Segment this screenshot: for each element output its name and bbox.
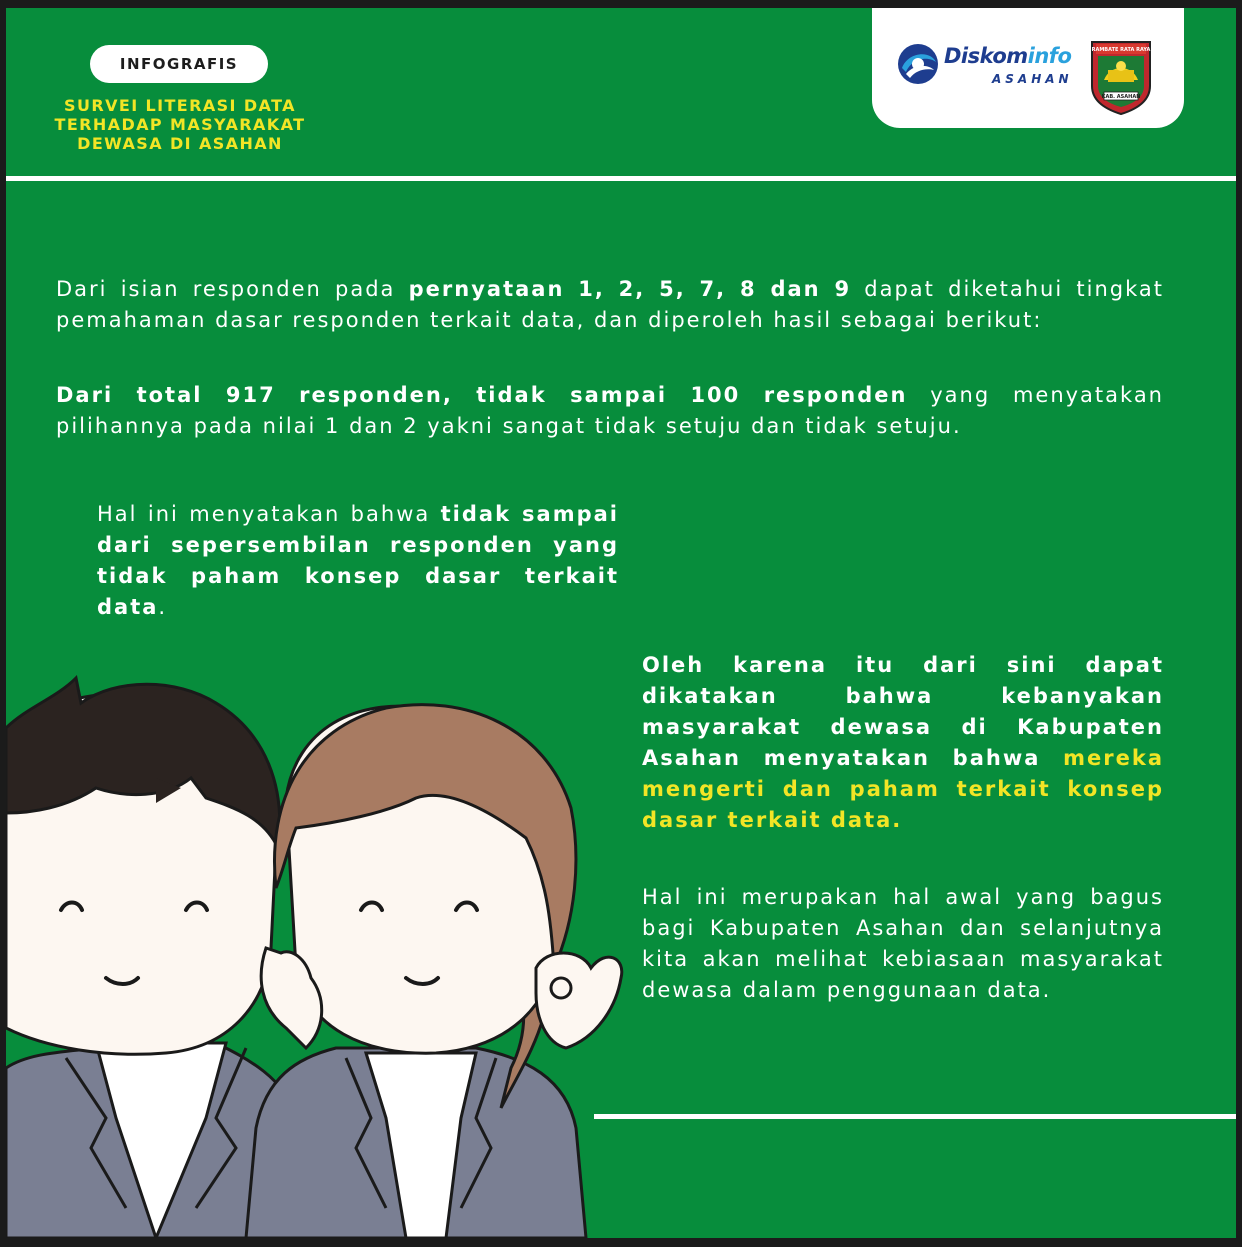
p1-text-a: Dari isian responden pada	[56, 277, 409, 301]
top-divider	[6, 176, 1236, 181]
bottom-divider	[594, 1114, 1236, 1119]
p4-text: Oleh karena itu dari sini dapat dikatakan bahwa kebanyakan masyarakat dewasa di Kabupaten Asahan menyatakan bahwa	[642, 653, 1164, 770]
logo-text-diskom: Diskom	[944, 44, 1028, 68]
woman-figure	[246, 705, 622, 1238]
logo-box	[872, 8, 1184, 128]
subtitle-line-1: SURVEI LITERASI DATA	[64, 96, 296, 115]
emblem-bottom-text: KAB. ASAHAN	[1101, 94, 1141, 100]
paragraph-conclusion	[97, 499, 619, 623]
infografis-badge: INFOGRAFIS	[90, 45, 268, 83]
p3-text-c: .	[158, 595, 168, 619]
infographic-panel	[6, 8, 1236, 1238]
diskominfo-logo-sub: ASAHAN	[992, 72, 1073, 86]
diskominfo-swirl-icon	[896, 42, 940, 86]
diskominfo-logo-text	[944, 44, 1071, 68]
logo-text-info: info	[1027, 44, 1072, 68]
subtitle-line-3: DEWASA DI ASAHAN	[77, 134, 283, 153]
p4-highlight: mereka mengerti dan paham terkait konsep dasar terkait data.	[642, 746, 1164, 832]
subtitle-line-2: TERHADAP MASYARAKAT	[54, 115, 306, 134]
paragraph-intro	[56, 274, 1164, 336]
p3-text-a: Hal ini menyatakan bahwa	[97, 502, 441, 526]
p1-text-c: dapat diketahui tingkat pemahaman dasar responden terkait data, dan diperoleh hasil sebagai berikut:	[56, 277, 1164, 332]
two-people-illustration	[6, 648, 646, 1238]
p3-bold: tidak sampai dari sepersembilan responden yang tidak paham konsep dasar terkait data	[97, 502, 620, 619]
p2-text: yang menyatakan pilihannya pada nilai 1 dan 2 yakni sangat tidak setuju dan tidak setuju.	[56, 383, 1164, 438]
kabupaten-asahan-emblem-icon	[1090, 40, 1152, 116]
p1-bold: pernyataan 1, 2, 5, 7, 8 dan 9	[408, 277, 852, 301]
paragraph-highlight	[642, 650, 1164, 836]
emblem-top-text: RAMBATE RATA RAYA	[1091, 47, 1151, 53]
infographic-subtitle	[30, 96, 330, 153]
paragraph-result	[56, 380, 1164, 442]
p2-bold: Dari total 917 responden, tidak sampai 100 responden	[56, 383, 908, 407]
paragraph-next-steps: Hal ini merupakan hal awal yang bagus bagi Kabupaten Asahan dan selanjutnya kita akan melihat kebiasaan masyarakat dewasa dalam penggunaan data.	[642, 885, 1164, 1002]
